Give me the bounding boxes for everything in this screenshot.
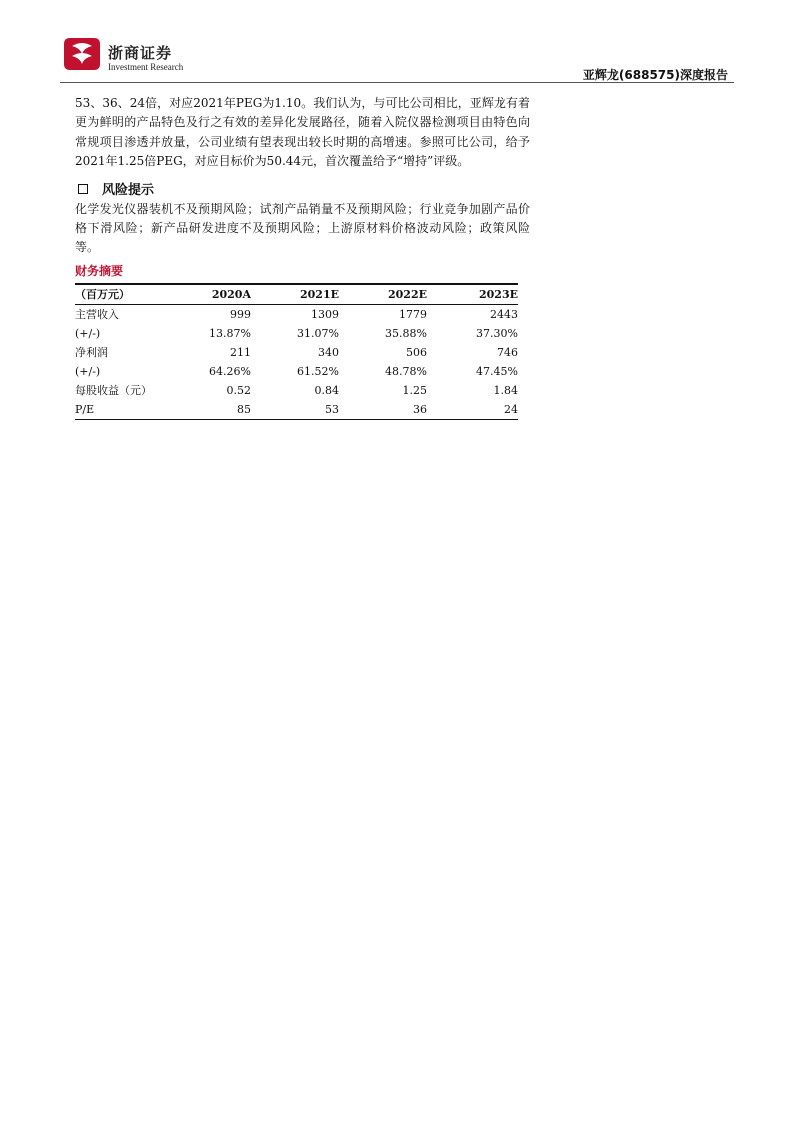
table-cell: 24 (504, 402, 518, 416)
column-header: 2022E (388, 287, 427, 301)
risk-section-heading (75, 178, 530, 200)
table-row (75, 343, 518, 362)
page-header (0, 0, 793, 86)
zheshang-logo-icon (62, 36, 102, 72)
table-cell: 211 (230, 345, 251, 359)
table-cell: 13.87% (209, 326, 251, 340)
table-cell: 36 (413, 402, 427, 416)
table-cell: 0.84 (314, 383, 339, 397)
row-label: 每股收益（元） (75, 384, 152, 398)
column-header: 2023E (479, 287, 518, 301)
report-title: 亚辉龙(688575)深度报告 (582, 68, 728, 82)
table-cell: 999 (230, 307, 251, 321)
column-header: （百万元） (75, 288, 130, 302)
row-label: P/E (75, 402, 95, 416)
brand-name-cn: 浙商证券 (108, 44, 173, 62)
table-cell: 61.52% (297, 364, 339, 378)
table-row (75, 400, 518, 420)
column-header: 2020A (211, 287, 251, 301)
table-cell: 2443 (490, 307, 518, 321)
brand-name-en: Investment Research (108, 62, 184, 72)
table-cell: 506 (406, 345, 427, 359)
row-label: 主营收入 (75, 308, 119, 322)
table-row (75, 324, 518, 343)
table-cell: 1.84 (493, 383, 518, 397)
column-header: 2021E (300, 287, 339, 301)
financial-summary-table (75, 283, 518, 420)
header-divider (60, 82, 734, 83)
risk-paragraph: 化学发光仪器装机不及预期风险；试剂产品销量不及预期风险；行业竞争加剧产品价格下滑风险；新产品研发进度不及预期风险；上游原材料价格波动风险；政策风险等。 (75, 201, 530, 255)
risk-title: 风险提示 (102, 183, 155, 199)
table-cell: 35.88% (385, 326, 427, 340)
table-cell: 0.52 (226, 383, 251, 397)
table-cell: 53 (325, 402, 339, 416)
table-row (75, 362, 518, 381)
table-cell: 746 (497, 345, 518, 359)
table-cell: 1309 (311, 307, 339, 321)
table-row (75, 381, 518, 400)
table-cell: 48.78% (385, 364, 427, 378)
table-row (75, 304, 518, 324)
table-cell: 64.26% (209, 364, 251, 378)
row-label: (+/-) (75, 364, 101, 378)
table-cell: 47.45% (476, 364, 518, 378)
table-header-row (75, 284, 518, 305)
row-label: 净利润 (75, 346, 108, 360)
checkbox-square-icon (78, 184, 88, 194)
row-label: (+/-) (75, 326, 101, 340)
table-cell: 31.07% (297, 326, 339, 340)
financial-summary-title: 财务摘要 (75, 263, 124, 278)
table-cell: 1779 (399, 307, 427, 321)
table-cell: 85 (237, 402, 251, 416)
table-cell: 37.30% (476, 326, 518, 340)
table-cell: 1.25 (402, 383, 427, 397)
report-body (75, 94, 530, 420)
table-cell: 340 (318, 345, 339, 359)
valuation-paragraph: 53、36、24倍，对应2021年PEG为1.10。我们认为，与可比公司相比，亚辉龙有着更为鲜明的产品特色及行之有效的差异化发展路径，随着入院仪器检测项目由特色向常规项目渗透并放量，公司业绩有望表现出较长时期的高增速。参照可比公司，给予2021年1.25倍PEG，对应目标价为50.44元，首次覆盖给予“增持”评级。 (75, 96, 530, 169)
